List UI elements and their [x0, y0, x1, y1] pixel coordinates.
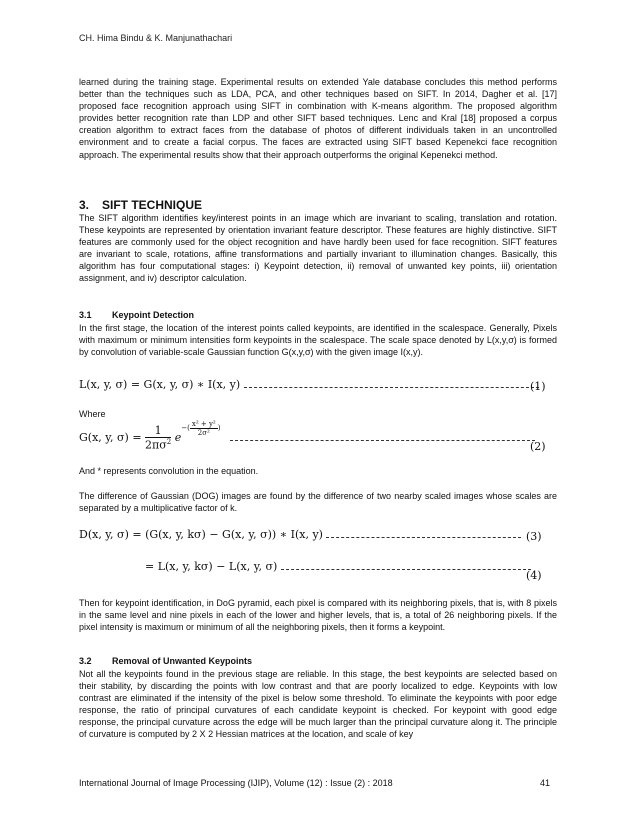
subsection-number: 3.2 [79, 656, 92, 666]
removal-paragraph: Not all the keypoints found in the previous stage are reliable. In this stage, the best keypoints are selected based on their stability, by discarding the points with low contrast and that are poorly localized to edge. Keypoints with low contrast are eliminated if the intensity of the pixel is below some threshold. To eliminate the keypoints with poor edge response, the ratio of principal curvatures of each candidate keypoint is checked. For keypoint with good edge response, the principal curvature across the edge will be much larger than the principal curvature along it. The principle of curvature is computed by 2 X 2 Hessian matrices at the location, and scale of key [79, 669, 557, 740]
equation-4-number: (4) [526, 569, 542, 582]
equation-1 [79, 378, 539, 391]
subsection-heading-3-2 [79, 656, 252, 666]
intro-paragraph: learned during the training stage. Experimental results on extended Yale database concludes this method performs better than the techniques such as LDA, PCA, and other techniques based on SIFT. In 2014, Dagher et al. [17] proposed face recognition approach using SIFT in combination with K-means algorithm. The proposed algorithm provides better recognition rate than LDP and other SIFT based techniques. Lenc and Kral [18] proposed a corpus creation algorithm to extract faces from the database of photos of different individuals taken in an uncontrolled environment and to create a facial corpus. The faces are extracted using SIFT based Kepenekci face recognition approach. The experimental results show that their approach outperforms the original Kepenekci method. [79, 77, 557, 160]
exponent-numerator: x² + y² [191, 419, 216, 428]
equation-4-text: = L(x, y, kσ) − L(x, y, σ) [145, 560, 278, 573]
equation-3 [79, 528, 521, 541]
equation-leader [326, 537, 521, 538]
section-heading [79, 198, 202, 212]
equation-2-fraction [145, 424, 171, 452]
fraction-denominator: $2\pi\sigma^2$ [145, 438, 172, 452]
section-title: SIFT TECHNIQUE [102, 198, 203, 212]
equation-1-number: (1) [530, 380, 546, 393]
where-label: Where [79, 409, 106, 419]
fraction-numerator: 1 [145, 424, 171, 438]
page-number: 41 [540, 778, 551, 788]
subsection-heading-3-1 [79, 310, 194, 320]
keypoint-identification-paragraph: Then for keypoint identification, in DoG pyramid, each pixel is compared with its neighboring pixels, that is, with 8 pixels in the same level and nine pixels in each of the lower and higher levels, that is, a total of 26 neighboring pixels. If the pixel intensity is maximum or minimum of all the neighboring pixels, then it forms a keypoint. [79, 598, 557, 633]
exponent-denominator: 2σ² [197, 428, 210, 437]
equation-leader [281, 569, 531, 570]
dog-paragraph: The difference of Gaussian (DOG) images are found by the difference of two nearby scaled images whose scales are separated by a multiplicative factor of k. [79, 491, 557, 514]
equation-leader [244, 387, 539, 388]
subsection-title: Removal of Unwanted Keypoints [112, 656, 253, 666]
subsection-title: Keypoint Detection [112, 310, 195, 320]
equation-1-text: L(x, y, σ) = G(x, y, σ) ∗ I(x, y) [79, 378, 241, 391]
running-header: CH. Hima Bindu & K. Manjunathachari [79, 33, 233, 43]
equation-3-number: (3) [526, 530, 542, 543]
convolution-note: And * represents convolution in the equation. [79, 466, 259, 476]
equation-2-number: (2) [530, 440, 546, 453]
equation-2-lhs: G(x, y, σ) = [79, 430, 142, 444]
equation-2: G(x, y, σ) = $\frac{1}{2\pi\sigma^2}$ $e^{-( \frac{\text{x² + y²}}{\text{2σ²}} )}$ [79, 424, 535, 452]
equation-4 [145, 560, 531, 573]
subsection-number: 3.1 [79, 310, 92, 320]
equation-3-text: D(x, y, σ) = (G(x, y, kσ) − G(x, y, σ)) ∗ I(x, y) [79, 528, 323, 541]
keypoint-paragraph: In the first stage, the location of the interest points called keypoints, are identified in the scalespace. Generally, Pixels with maximum or minimum intensities form keypoints in the scalespace. The scale space denoted by L(x,y,σ) is formed by convolution of variable-scale Gaussian function G(x,y,σ) with the given image I(x,y). [79, 323, 557, 358]
journal-footer: International Journal of Image Processing (IJIP), Volume (12) : Issue (2) : 2018 [79, 778, 393, 788]
equation-leader [230, 440, 535, 441]
section-number: 3. [79, 198, 90, 212]
section-paragraph: The SIFT algorithm identifies key/interest points in an image which are invariant to scaling, translation and rotation. These keypoints are represented by orientation invariant feature descriptor. These features are highly distinctive. SIFT features are commonly used for the object recognition and have hardly been used for face recognition. SIFT features are invariant to scale, rotations, affine transformations and partially invariant to illumination changes. Basically, this algorithm has four computational stages: i) Keypoint detection, ii) removal of unwanted key points, iii) orientation assignment, and iv) descriptor calculation. [79, 213, 557, 284]
